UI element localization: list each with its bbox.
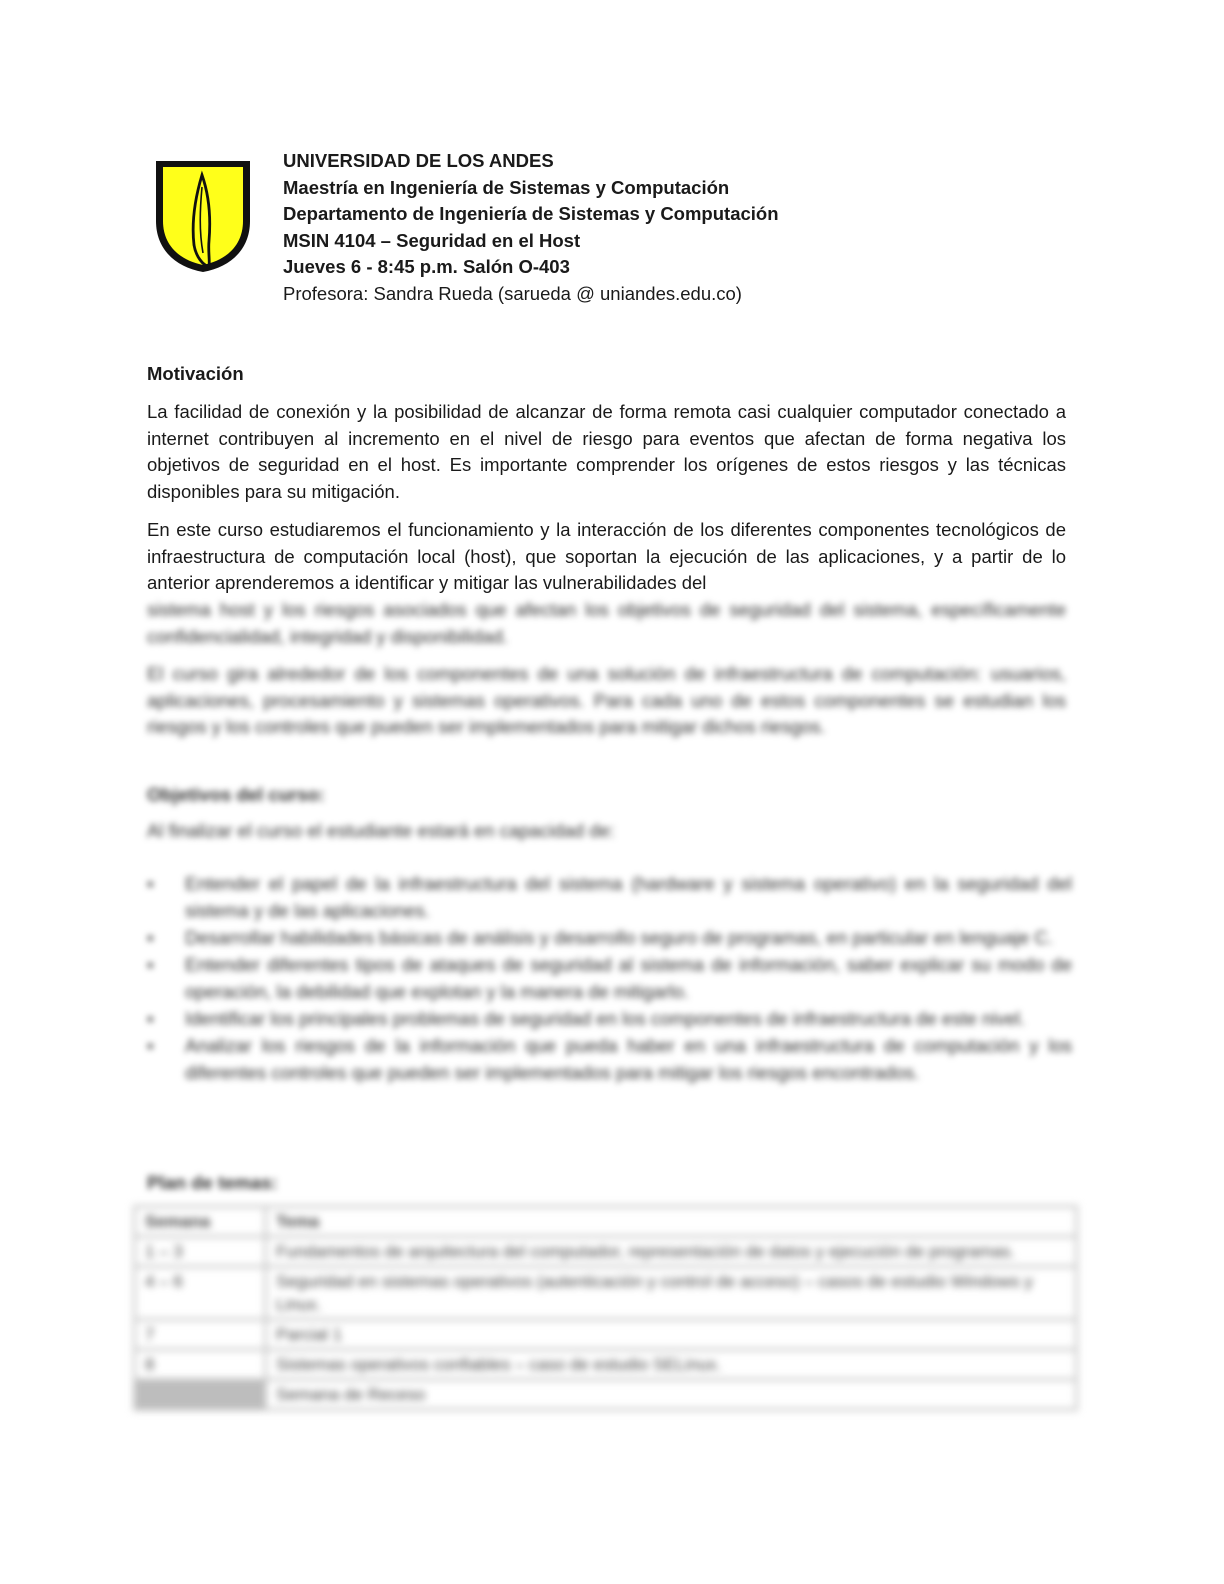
objectives-heading: Objetivos del curso: — [147, 784, 325, 805]
table-cell-topic: Seguridad en sistemas operativos (autenticación y control de acceso) – casos de estudio Windows y Linux. — [266, 1267, 1077, 1320]
table-cell-week: 7 — [135, 1320, 266, 1350]
schedule: Jueves 6 - 8:45 p.m. Salón O-403 — [283, 256, 570, 277]
table-cell-topic: Fundamentos de arquitectura del computador, representación de datos y ejecución de programas. — [266, 1237, 1077, 1267]
objective-item: ▪ Desarrollar habilidades básicas de análisis y desarrollo seguro de programas, en particular en lenguaje C. — [147, 924, 1072, 951]
professor: Profesora: Sandra Rueda (sarueda @ uniandes.edu.co) — [283, 282, 742, 304]
objective-item: ▪ Entender diferentes tipos de ataques de seguridad al sistema de información, saber explicar su modo de operación, la debilidad que explotan y la manera de mitigarlo. — [147, 951, 1072, 1005]
table-cell-week: 1 – 3 — [135, 1237, 266, 1267]
table-cell-week: 4 – 6 — [135, 1267, 266, 1320]
objectives-list — [147, 870, 1072, 1086]
plan-table — [133, 1205, 1078, 1411]
program-name: Maestría en Ingeniería de Sistemas y Computación — [283, 176, 730, 198]
objective-item: ▪ Identificar los principales problemas de seguridad en los componentes de infraestructura de este nivel. — [147, 1005, 1072, 1032]
department-name: Departamento de Ingeniería de Sistemas y Computación — [283, 203, 779, 224]
bullet-icon: ▪ — [147, 1008, 154, 1029]
motivation-paragraph-2: En este curso estudiaremos el funcionamiento y la interacción de los diferentes componentes tecnológicos de infraestructura de computación local (host), que soportan la ejecución de las aplicaciones, y a partir de lo anterior aprenderemos a identificar y mitigar las vulnerabilidades del — [147, 519, 1066, 594]
objective-item: ▪ Analizar los riesgos de la información que pueda haber en una infraestructura de computación y los diferentes controles que pueden ser implementados para mitigar los riesgos encontrados. — [147, 1032, 1072, 1086]
objective-item: ▪ Entender el papel de la infraestructura del sistema (hardware y sistema operativo) en la seguridad del sistema y de las aplicaciones. — [147, 870, 1072, 924]
table-row — [135, 1267, 1077, 1320]
table-cell-week: 8 — [135, 1350, 266, 1380]
table-row — [135, 1380, 1077, 1410]
motivation-heading: Motivación — [147, 363, 244, 384]
table-header-topic: Tema — [266, 1207, 1077, 1237]
table-cell-week — [135, 1380, 266, 1410]
objectives-intro: Al finalizar el curso el estudiante estará en capacidad de: — [147, 820, 615, 841]
university-name: UNIVERSIDAD DE LOS ANDES — [283, 150, 554, 171]
bullet-icon: ▪ — [147, 927, 154, 948]
bullet-icon: ▪ — [147, 873, 154, 894]
university-shield-logo — [153, 157, 253, 275]
table-header-row — [135, 1207, 1077, 1237]
motivation-paragraph-2-continued: sistema host y los riesgos asociados que afectan los objetivos de seguridad del sistema, específicamente confidencialidad, integridad y disponibilidad. — [147, 599, 1066, 647]
table-row — [135, 1237, 1077, 1267]
motivation-paragraph-3: El curso gira alrededor de los componentes de una solución de infraestructura de computación: usuarios, aplicaciones, procesamiento y sistemas operativos. Para cada uno de estos componentes se estudian los riesgos y los controles que pueden ser implementados para mitigar dichos riesgos. — [147, 663, 1066, 738]
bullet-icon: ▪ — [147, 954, 154, 975]
table-row — [135, 1320, 1077, 1350]
table-cell-topic: Sistemas operativos confiables – caso de estudio SELinux. — [266, 1350, 1077, 1380]
course-name: MSIN 4104 – Seguridad en el Host — [283, 229, 581, 251]
motivation-paragraph-1: La facilidad de conexión y la posibilidad de alcanzar de forma remota casi cualquier computador conectado a internet contribuyen al incremento en el nivel de riesgo para eventos que afectan de forma negativa los objetivos de seguridad en el host. Es importante comprender los orígenes de estos riesgos y las técnicas disponibles para su mitigación. — [147, 401, 1066, 502]
course-header — [283, 148, 1043, 307]
table-row — [135, 1350, 1077, 1380]
table-cell-topic: Parcial 1 — [266, 1320, 1077, 1350]
table-header-week: Semana — [135, 1207, 266, 1237]
bullet-icon: ▪ — [147, 1035, 154, 1056]
table-cell-topic: Semana de Receso — [266, 1380, 1077, 1410]
plan-heading: Plan de temas: — [147, 1172, 278, 1193]
